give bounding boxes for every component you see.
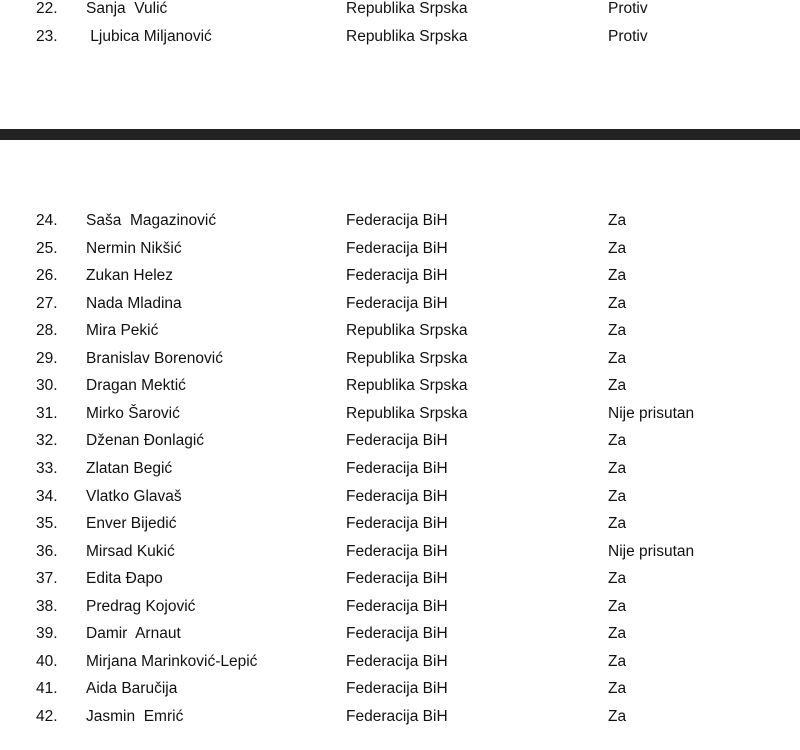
- vote-row: [0, 625, 800, 645]
- entity-name: Federacija BiH: [346, 294, 448, 312]
- row-number: 32.: [36, 432, 58, 450]
- member-name: Mirko Šarović: [86, 404, 180, 422]
- vote-row: [0, 680, 800, 700]
- row-number: 27.: [36, 294, 58, 312]
- vote-result: Za: [608, 212, 627, 229]
- vote-row: [0, 267, 800, 287]
- row-number: 36.: [36, 542, 58, 560]
- member-name: Jasmin Emrić: [86, 707, 184, 725]
- entity-name: Federacija BiH: [346, 597, 448, 615]
- member-name: Zlatan Begić: [86, 459, 173, 477]
- vote-result: Nije prisutan: [608, 404, 695, 422]
- vote-result: Za: [608, 570, 627, 588]
- vote-result: Protiv: [608, 0, 648, 17]
- vote-row: [0, 515, 800, 535]
- row-number: 26.: [36, 267, 58, 285]
- member-name: Zukan Helez: [86, 267, 174, 285]
- member-name: Dragan Mektić: [86, 377, 186, 395]
- entity-name: Federacija BiH: [346, 432, 448, 450]
- row-number: 34.: [36, 487, 58, 505]
- vote-row: [0, 322, 800, 342]
- vote-row: [0, 350, 800, 370]
- member-name: Aida Baručija: [86, 680, 178, 698]
- vote-row: [0, 460, 800, 480]
- entity-name: Federacija BiH: [346, 652, 448, 670]
- entity-name: Federacija BiH: [346, 487, 448, 505]
- vote-result: Za: [608, 377, 627, 395]
- entity-name: Federacija BiH: [346, 625, 448, 643]
- vote-result: Za: [608, 459, 627, 477]
- vote-result: Za: [608, 349, 627, 367]
- vote-result: Za: [608, 432, 627, 450]
- vote-row: [0, 212, 800, 232]
- member-name: Dženan Đonlagić: [86, 432, 205, 450]
- row-number: 39.: [36, 625, 58, 643]
- entity-name: Republika Srpska: [346, 322, 468, 340]
- entity-name: Federacija BiH: [346, 680, 448, 698]
- vote-row: [0, 543, 800, 563]
- vote-row: [0, 708, 800, 728]
- vote-row: [0, 598, 800, 618]
- member-name: Mirjana Marinković-Lepić: [86, 652, 258, 670]
- row-number: 23.: [36, 27, 58, 45]
- vote-result: Za: [608, 239, 627, 257]
- vote-row: [0, 377, 800, 397]
- row-number: 35.: [36, 515, 58, 533]
- page-separator-bar: [0, 129, 800, 140]
- member-name: Predrag Kojović: [86, 597, 196, 615]
- member-name: Branislav Borenović: [86, 349, 223, 367]
- row-number: 40.: [36, 652, 58, 670]
- entity-name: Republika Srpska: [346, 377, 468, 395]
- vote-result: Za: [608, 267, 627, 285]
- row-number: 41.: [36, 680, 58, 698]
- vote-result: Za: [608, 515, 627, 533]
- entity-name: Federacija BiH: [346, 707, 448, 725]
- vote-result: Za: [608, 487, 627, 505]
- entity-name: Federacija BiH: [346, 459, 448, 477]
- vote-result: Nije prisutan: [608, 542, 695, 560]
- member-name: Ljubica Miljanović: [86, 27, 212, 45]
- member-name: Damir Arnaut: [86, 625, 181, 643]
- member-name: Nermin Nikšić: [86, 239, 182, 257]
- row-number: 24.: [36, 212, 58, 229]
- member-name: Vlatko Glavaš: [86, 487, 182, 505]
- entity-name: Republika Srpska: [346, 404, 468, 422]
- member-name: Mira Pekić: [86, 322, 159, 340]
- entity-name: Republika Srpska: [346, 349, 468, 367]
- member-name: Saša Magazinović: [86, 212, 217, 229]
- vote-row: [0, 240, 800, 260]
- member-name: Nada Mladina: [86, 294, 182, 312]
- vote-result: Za: [608, 294, 627, 312]
- vote-result: Za: [608, 680, 627, 698]
- vote-row: [0, 0, 800, 20]
- row-number: 37.: [36, 570, 58, 588]
- vote-result: Za: [608, 707, 627, 725]
- row-number: 31.: [36, 404, 58, 422]
- entity-name: Federacija BiH: [346, 515, 448, 533]
- row-number: 29.: [36, 349, 58, 367]
- member-name: Enver Bijedić: [86, 515, 177, 533]
- entity-name: Republika Srpska: [346, 27, 468, 45]
- member-name: Sanja Vulić: [86, 0, 168, 17]
- row-number: 30.: [36, 377, 58, 395]
- vote-result: Protiv: [608, 27, 648, 45]
- entity-name: Republika Srpska: [346, 0, 468, 17]
- entity-name: Federacija BiH: [346, 542, 448, 560]
- vote-result: Za: [608, 625, 627, 643]
- vote-result: Za: [608, 597, 627, 615]
- vote-row: [0, 405, 800, 425]
- row-number: 28.: [36, 322, 58, 340]
- entity-name: Federacija BiH: [346, 239, 448, 257]
- vote-row: [0, 488, 800, 508]
- row-number: 33.: [36, 459, 58, 477]
- entity-name: Federacija BiH: [346, 212, 448, 229]
- vote-row: [0, 295, 800, 315]
- vote-row: [0, 570, 800, 590]
- row-number: 25.: [36, 239, 58, 257]
- vote-result: Za: [608, 652, 627, 670]
- vote-row: [0, 653, 800, 673]
- entity-name: Federacija BiH: [346, 267, 448, 285]
- row-number: 22.: [36, 0, 58, 17]
- vote-row: [0, 432, 800, 452]
- vote-result: Za: [608, 322, 627, 340]
- member-name: Edita Đapo: [86, 570, 163, 588]
- row-number: 42.: [36, 707, 58, 725]
- vote-row: [0, 28, 800, 48]
- row-number: 38.: [36, 597, 58, 615]
- member-name: Mirsad Kukić: [86, 542, 175, 560]
- entity-name: Federacija BiH: [346, 570, 448, 588]
